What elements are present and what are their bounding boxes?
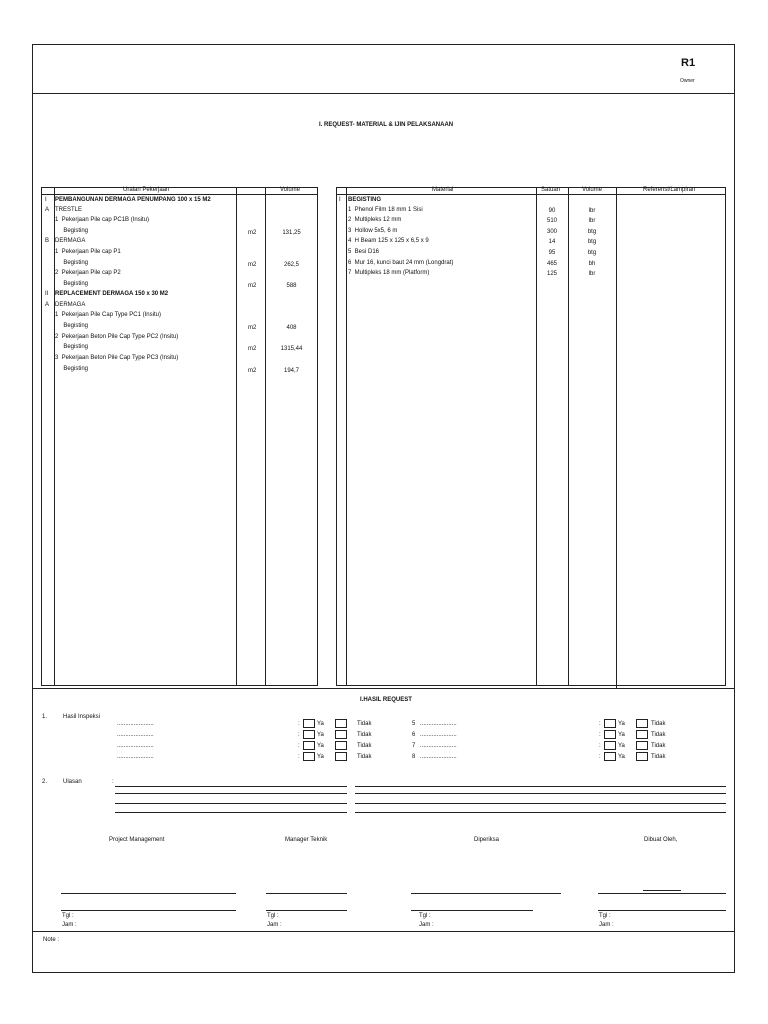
checkbox-ya — [604, 719, 616, 728]
left-row-unit: m2 — [248, 230, 257, 236]
checkbox-tidak-label: Tidak — [651, 754, 666, 760]
left-row-no: A — [45, 302, 50, 308]
inspection-colon: : — [298, 743, 300, 749]
checkbox-ya-label: Ya — [317, 721, 324, 727]
right-row-unit: lbr — [588, 208, 596, 214]
left-row-text: 1 Pekerjaan Pile Cap Type PC1 (Insitu) — [55, 312, 161, 318]
inspection-dots-right: ...................... — [420, 732, 457, 738]
date-label: Tgl : — [267, 913, 279, 919]
checkbox-tidak-label: Tidak — [357, 743, 372, 749]
left-row-unit: m2 — [248, 262, 257, 268]
left-col-unit-line — [236, 187, 237, 686]
checkbox-tidak — [335, 730, 347, 739]
time-label: Jam : — [419, 922, 434, 928]
signature-role: Diperiksa — [474, 837, 500, 843]
review-line — [115, 812, 347, 813]
right-col-no-line — [346, 187, 347, 686]
signature-line — [411, 893, 561, 894]
left-row-volume: 1315,44 — [280, 346, 303, 352]
left-row-volume: 588 — [286, 283, 297, 289]
inspection-dots-right: ...................... — [420, 743, 457, 749]
page-title: I. REQUEST- MATERIAL & IJIN PELAKSANAAN — [319, 122, 454, 128]
signature-role: Dibuat Oleh, — [644, 837, 678, 843]
checkbox-tidak — [335, 741, 347, 750]
right-row-text: 2 Multipleks 12 mm — [348, 217, 402, 223]
right-row-no: I — [339, 197, 341, 203]
checkbox-tidak — [636, 719, 648, 728]
left-row-text: 1 Pekerjaan Pile cap PC1B (Insitu) — [55, 217, 150, 223]
checkbox-tidak-label: Tidak — [357, 754, 372, 760]
checkbox-ya — [303, 741, 315, 750]
left-row-text: TRESTLE — [55, 207, 83, 213]
left-row-unit: m2 — [248, 325, 257, 331]
right-row-qty: 14 — [548, 239, 556, 245]
date-label: Tgl : — [599, 913, 611, 919]
right-header-satuan: Satuan — [541, 187, 561, 193]
left-row-text: Begisting — [55, 281, 89, 287]
left-row-unit: m2 — [248, 283, 257, 289]
signature-line — [61, 893, 236, 894]
checkbox-tidak — [636, 730, 648, 739]
left-row-text: DERMAGA — [55, 238, 86, 244]
left-row-volume: 194,7 — [283, 368, 299, 374]
result-divider — [32, 688, 735, 689]
right-header-referensi: Referensi/Lampiran — [643, 187, 696, 193]
inspection-number: 7 — [412, 743, 416, 749]
note-label: Note : — [43, 937, 60, 943]
checkbox-tidak-label: Tidak — [651, 743, 666, 749]
right-row-text: 4 H Beam 125 x 125 x 6,5 x 9 — [348, 238, 429, 244]
inspection-colon: : — [599, 743, 601, 749]
review-line — [355, 793, 726, 794]
checkbox-ya — [303, 719, 315, 728]
item2-label: Ulasan — [63, 779, 82, 785]
date-line — [411, 910, 533, 911]
right-row-text: BEGISTING — [348, 197, 382, 203]
left-row-volume: 408 — [286, 325, 297, 331]
inspection-dots-right: ...................... — [420, 721, 457, 727]
checkbox-ya-label: Ya — [618, 754, 625, 760]
item2-colon: : — [112, 779, 114, 785]
time-label: Jam : — [599, 922, 614, 928]
inspection-dots-left: ...................... — [117, 754, 154, 760]
left-row-text: 2 Pekerjaan Beton Pile Cap Type PC2 (Insitu) — [55, 334, 179, 340]
time-label: Jam : — [62, 922, 77, 928]
left-row-no: B — [45, 238, 50, 244]
review-line — [115, 803, 347, 804]
date-label: Tgl : — [419, 913, 431, 919]
right-row-text: 1 Phenol Film 18 mm 1 Sisi — [348, 207, 423, 213]
left-row-text: REPLACEMENT DERMAGA 150 x 30 M2 — [55, 291, 169, 297]
right-row-qty: 465 — [546, 261, 557, 267]
right-row-text: 5 Besi D16 — [348, 249, 380, 255]
left-row-no: II — [45, 291, 49, 297]
date-line — [61, 910, 236, 911]
left-row-text: Begisting — [55, 366, 89, 372]
right-header-volume: Volume — [582, 187, 603, 193]
checkbox-ya-label: Ya — [317, 732, 324, 738]
left-row-text: Begisting — [55, 260, 89, 266]
item1-number: 1. — [42, 714, 48, 720]
left-row-unit: m2 — [248, 368, 257, 374]
checkbox-tidak-label: Tidak — [357, 732, 372, 738]
left-row-text: 2 Pekerjaan Pile cap P2 — [55, 270, 121, 276]
signature-line — [643, 890, 681, 891]
left-row-volume: 131,25 — [282, 230, 301, 236]
right-row-text: 7 Multipleks 18 mm (Platform) — [348, 270, 430, 276]
left-table-header-line — [41, 194, 318, 195]
right-table-header-line — [336, 194, 726, 195]
header-divider — [32, 93, 735, 94]
item1-label: Hasil Inspeksi — [63, 714, 101, 720]
checkbox-tidak-label: Tidak — [357, 721, 372, 727]
inspection-colon: : — [599, 721, 601, 727]
right-row-unit: lbr — [588, 218, 596, 224]
checkbox-ya — [303, 752, 315, 761]
date-line — [266, 910, 347, 911]
inspection-number: 6 — [412, 732, 416, 738]
right-row-unit: btg — [587, 239, 597, 245]
right-row-unit: btg — [587, 250, 597, 256]
signature-role: Project Management — [109, 837, 165, 843]
date-line — [598, 910, 726, 911]
right-row-qty: 90 — [548, 208, 556, 214]
review-line — [115, 786, 347, 787]
inspection-number: 5 — [412, 721, 416, 727]
item2-number: 2. — [42, 779, 48, 785]
right-row-text: 6 Mur 16, kunci baut 24 mm (Longdrat) — [348, 260, 454, 266]
right-row-unit: lbr — [588, 271, 596, 277]
review-line — [115, 793, 347, 794]
checkbox-tidak — [636, 752, 648, 761]
left-row-text: Begisting — [55, 323, 89, 329]
review-line — [355, 812, 726, 813]
checkbox-tidak-label: Tidak — [651, 732, 666, 738]
inspection-dots-left: ...................... — [117, 721, 154, 727]
checkbox-ya-label: Ya — [618, 721, 625, 727]
checkbox-tidak — [335, 752, 347, 761]
inspection-colon: : — [599, 754, 601, 760]
left-row-unit: m2 — [248, 346, 257, 352]
left-row-text: PEMBANGUNAN DERMAGA PENUMPANG 100 x 15 M2 — [55, 197, 211, 203]
form-code-sub: Owner — [680, 78, 695, 84]
checkbox-tidak-label: Tidak — [651, 721, 666, 727]
right-header-material: Material — [432, 187, 454, 193]
left-row-volume: 262,5 — [283, 262, 299, 268]
left-row-text: Begisting — [55, 344, 89, 350]
left-header-volume: Volume — [280, 187, 301, 193]
inspection-number: 8 — [412, 754, 416, 760]
left-header-uraian: Uraian Pekerjaan — [123, 187, 170, 193]
inspection-colon: : — [599, 732, 601, 738]
right-row-text: 3 Hollow 5x5, 6 m — [348, 228, 398, 234]
review-line — [355, 786, 726, 787]
date-label: Tgl : — [62, 913, 74, 919]
checkbox-ya-label: Ya — [618, 732, 625, 738]
review-line — [355, 803, 726, 804]
right-row-unit: bh — [588, 261, 596, 267]
time-label: Jam : — [267, 922, 282, 928]
right-row-qty: 510 — [546, 218, 557, 224]
checkbox-tidak — [636, 741, 648, 750]
checkbox-ya-label: Ya — [317, 743, 324, 749]
left-row-text: DERMAGA — [55, 302, 86, 308]
right-col-ref-line — [616, 187, 617, 689]
right-row-qty: 300 — [546, 229, 557, 235]
signature-line — [598, 893, 726, 894]
checkbox-tidak — [335, 719, 347, 728]
left-row-no: A — [45, 207, 50, 213]
left-row-text: 1 Pekerjaan Pile cap P1 — [55, 249, 121, 255]
checkbox-ya — [604, 730, 616, 739]
inspection-colon: : — [298, 754, 300, 760]
note-divider — [32, 931, 735, 932]
inspection-dots-right: ...................... — [420, 754, 457, 760]
checkbox-ya — [604, 752, 616, 761]
signature-line — [266, 893, 347, 894]
signature-role: Manager Teknik — [285, 837, 328, 843]
left-row-no: I — [45, 197, 47, 203]
inspection-dots-left: ...................... — [117, 743, 154, 749]
checkbox-ya-label: Ya — [618, 743, 625, 749]
left-row-text: Begisting — [55, 228, 89, 234]
inspection-colon: : — [298, 721, 300, 727]
inspection-colon: : — [298, 732, 300, 738]
right-row-unit: btg — [587, 229, 597, 235]
right-row-qty: 125 — [546, 271, 557, 277]
checkbox-ya — [303, 730, 315, 739]
inspection-dots-left: ...................... — [117, 732, 154, 738]
form-code: R1 — [681, 57, 696, 69]
checkbox-ya-label: Ya — [317, 754, 324, 760]
left-row-text: 3 Pekerjaan Beton Pile Cap Type PC3 (Insitu) — [55, 355, 179, 361]
checkbox-ya — [604, 741, 616, 750]
right-row-qty: 95 — [548, 250, 556, 256]
result-title: I.HASIL REQUEST — [360, 697, 412, 703]
